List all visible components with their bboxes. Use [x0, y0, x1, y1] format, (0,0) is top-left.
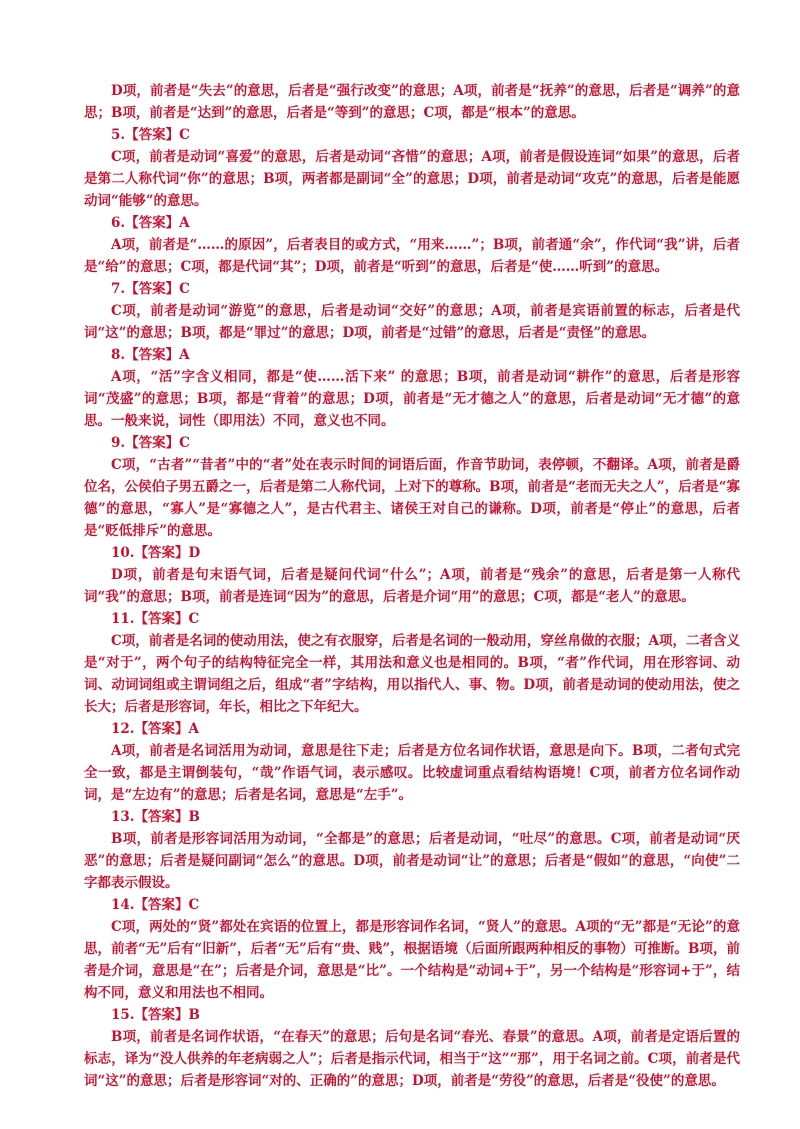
answer-heading: 11.【答案】C — [111, 611, 200, 627]
explanation-paragraph: D项，前者是“失去”的意思，后者是“强行改变”的意思；A项，前者是“抚养”的意思，后者是“调养”的意思；B项，前者是“达到”的意思，后者是“等到”的意思；C项，都是“根本”的意思。 — [84, 83, 740, 121]
explanation-paragraph: A项，前者是名词活用为动词，意思是往下走；后者是方位名词作状语，意思是向下。B项，二者句式完全一致，都是主谓倒装句，“哉”作语气词，表示感叹。比较虚词重点看结构语境！C项，前者方位名词作动词，是“左边有”的意思；后者是名词，意思是“左手”。 — [84, 743, 740, 803]
explanation-paragraph: B项，前者是名词作状语，“在春天”的意思；后句是名词“春光、春景”的意思。A项，前者是定语后置的标志，译为“没人供养的年老病弱之人”；后者是指示代词，相当于“这”“那”，用于名词之前。C项，前者是代词“这”的意思；后者是形容词“对的、正确的”的意思；D项，前者是“劳役”的意思，后者是“役使”的意思。 — [84, 1029, 740, 1089]
answer-heading: 6.【答案】A — [111, 215, 190, 231]
answer-heading: 12.【答案】A — [111, 721, 199, 737]
explanation-paragraph: A项，“活”字含义相同，都是“使……活下来” 的意思；B项，前者是动词“耕作”的意思，后者是形容词“茂盛”的意思；B项，都是“背着”的意思；D项，前者是“无才德之人”的意思，后者是动词“无才德”的意思。一般来说，词性（即用法）不同，意义也不同。 — [84, 369, 740, 429]
explanation-paragraph: A项，前者是“……的原因”，后者表目的或方式，“用来……”；B项，前者通“余”，作代词“我”讲，后者是“给”的意思；C项，都是代词“其”；D项，前者是“听到”的意思，后者是“使……听到”的意思。 — [84, 237, 740, 275]
explanation-paragraph: D项，前者是句末语气词，后者是疑问代词“什么”；A项，前者是“残余”的意思，后者是第一人称代词“我”的意思；B项，前者是连词“因为”的意思，后者是介词“用”的意思；C项，都是“老人”的意思。 — [84, 567, 740, 605]
explanation-paragraph: C项，前者是动词“游览”的意思，后者是动词“交好”的意思；A项，前者是宾语前置的标志，后者是代词“这”的意思；B项，都是“罪过”的意思；D项，前者是“过错”的意思，后者是“责怪”的意思。 — [84, 303, 740, 341]
answer-heading: 13.【答案】B — [111, 809, 200, 825]
answer-heading: 15.【答案】B — [111, 1007, 200, 1023]
explanation-paragraph: C项，前者是动词“喜爱”的意思，后者是动词“吝惜”的意思；A项，前者是假设连词“如果”的意思，后者是第二人称代词“你”的意思；B项，两者都是副词“全”的意思；D项，前者是动词“攻克”的意思，后者是能愿动词“能够”的意思。 — [84, 149, 740, 209]
explanation-paragraph: C项，前者是名词的使动用法，使之有衣服穿，后者是名词的一般动用，穿丝帛做的衣服；A项，二者含义是“对于”，两个句子的结构特征完全一样，其用法和意义也是相同的。B项，“者”作代词，用在形容词、动词、动词词组或主谓词组之后，组成“者”字结构，用以指代人、事、物。D项，前者是动词的使动用法，使之长大；后者是形容词，年长，相比之下年纪大。 — [84, 633, 740, 715]
answer-heading: 9.【答案】C — [111, 435, 190, 451]
explanation-paragraph: C项，“古者”“昔者”中的“者”处在表示时间的词语后面，作音节助词，表停顿，不翻译。A项，前者是爵位名，公侯伯子男五爵之一，后者是第二人称代词，上对下的尊称。B项，前者是“老而无夫之人”，后者是“寡德”的意思，“寡人”是“寡德之人”，是古代君主、诸侯王对自己的谦称。D项，前者是“停止”的意思，后者是“贬低排斥”的意思。 — [84, 457, 740, 539]
answer-heading: 14.【答案】C — [111, 897, 200, 913]
answer-heading: 8.【答案】A — [111, 347, 190, 363]
explanation-paragraph: B项，前者是形容词活用为动词，“全都是”的意思；后者是动词，“吐尽”的意思。C项，前者是动词“厌恶”的意思；后者是疑问副词“怎么”的意思。D项，前者是动词“让”的意思；后者是“假如”的意思，“向使”二字都表示假设。 — [84, 831, 740, 891]
explanation-paragraph: C项，两处的“贤”都处在宾语的位置上，都是形容词作名词，“贤人”的意思。A项的“无”都是“无论”的意思，前者“无”后有“旧新”，后者“无”后有“贵、贱”，根据语境（后面所跟两种相反的事物）可推断。B项，前者是介词，意思是“在”；后者是介词，意思是“比”。一个结构是“动词+于”，另一个结构是“形容词+于”，结构不同，意义和用法也不相同。 — [84, 919, 740, 1001]
answer-heading: 7.【答案】C — [111, 281, 190, 297]
answer-heading: 5.【答案】C — [111, 127, 190, 143]
answer-heading: 10.【答案】D — [111, 545, 201, 561]
